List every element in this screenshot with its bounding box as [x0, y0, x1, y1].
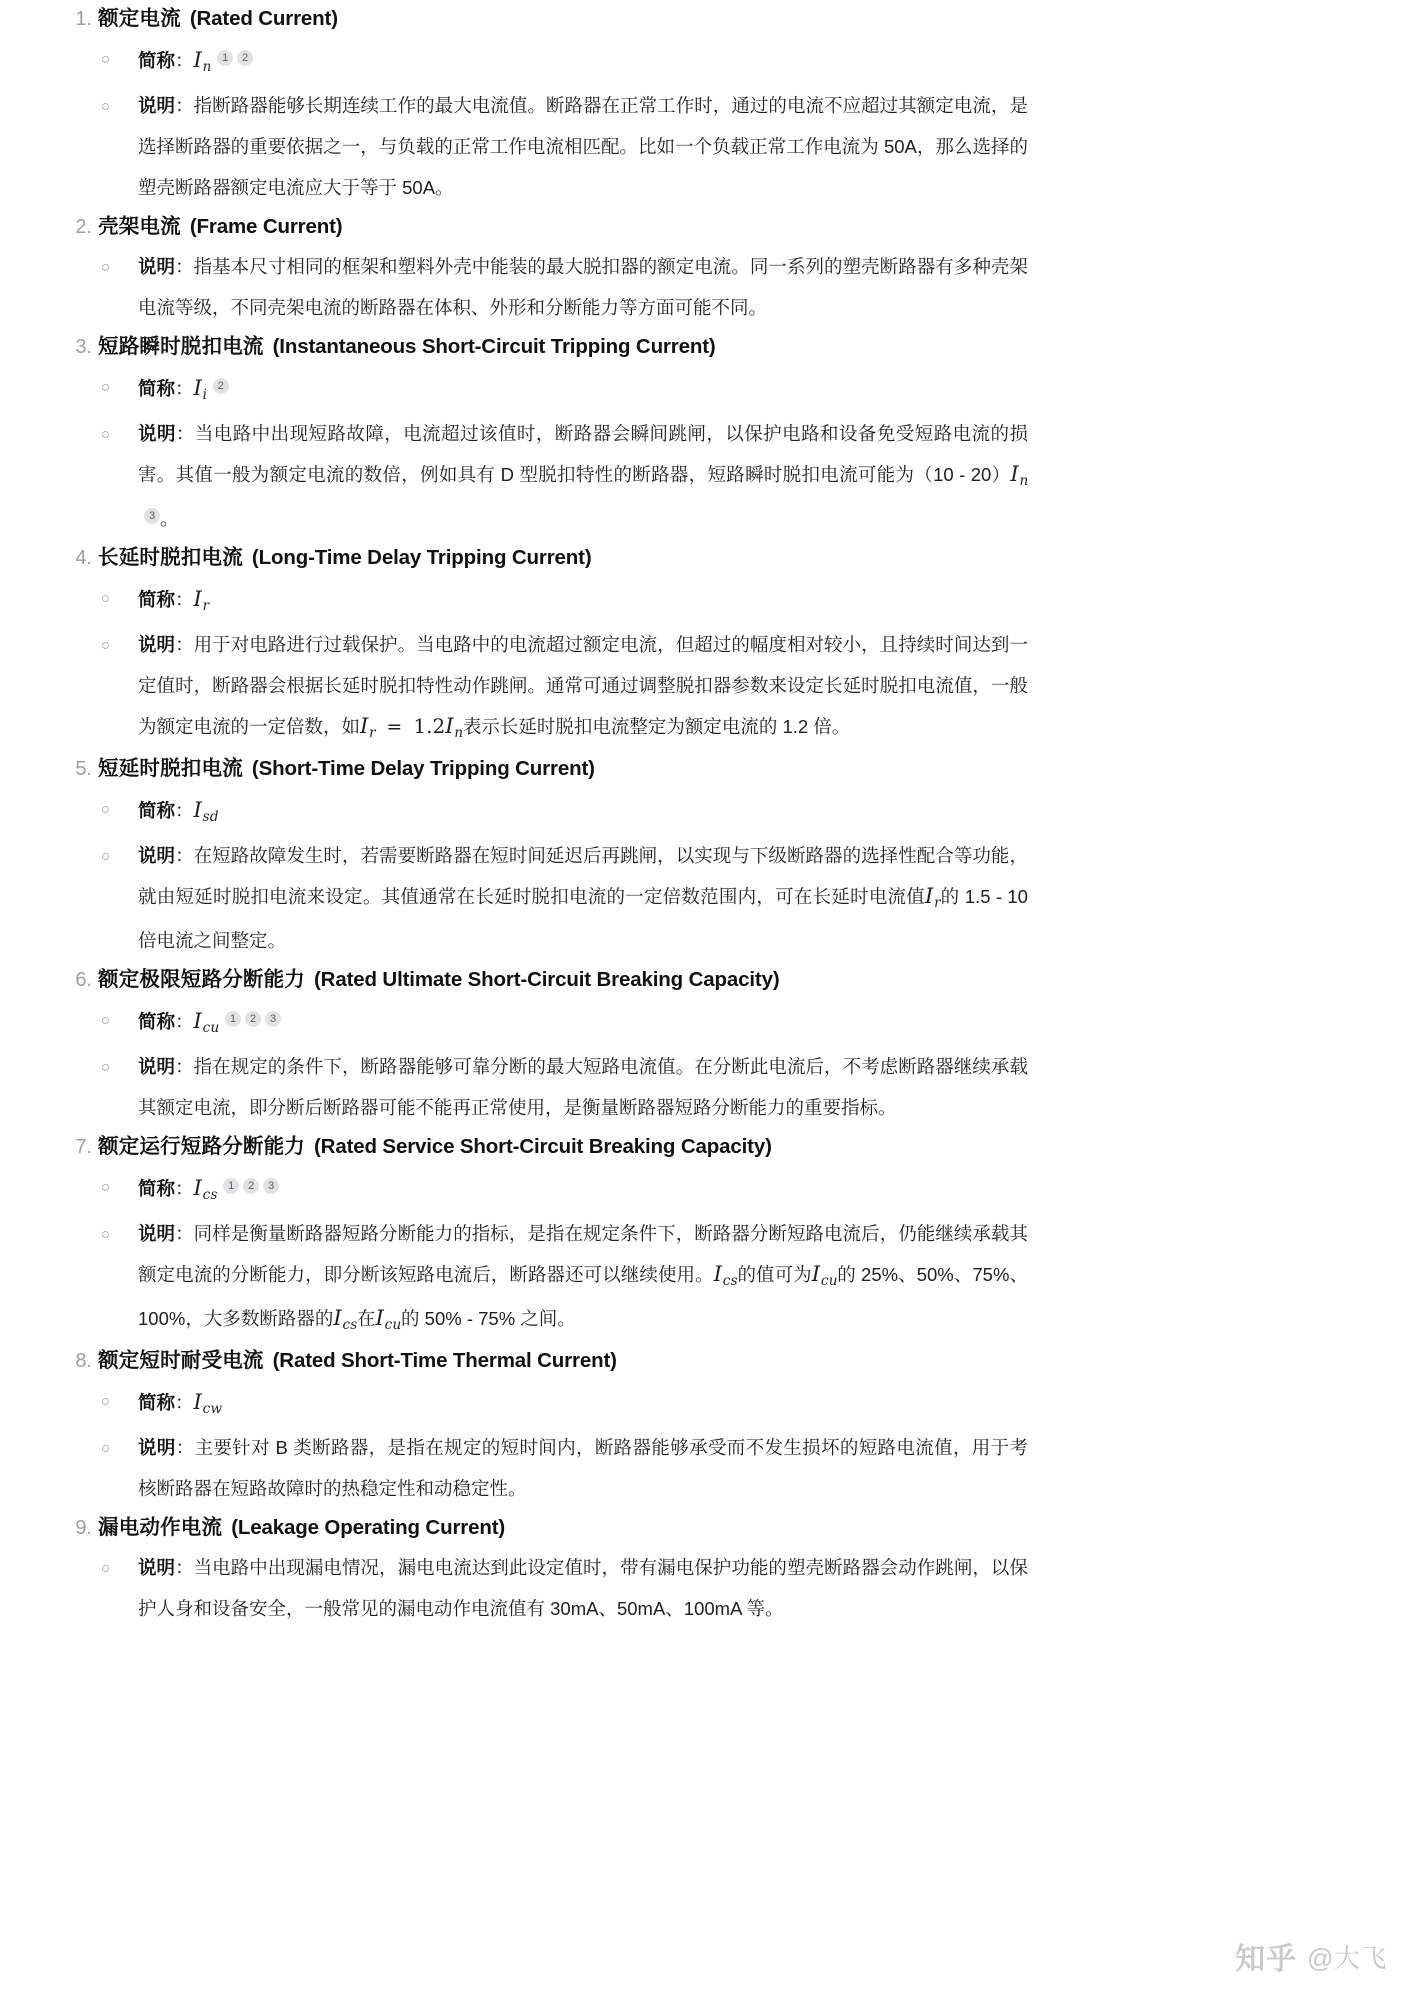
bullet-ring-icon	[102, 1565, 109, 1572]
citation-badge[interactable]: 3	[144, 508, 160, 524]
watermark-username: @大飞	[1307, 1942, 1387, 1973]
citation-badge[interactable]: 2	[245, 1011, 261, 1027]
math-symbol: Ics	[193, 1176, 218, 1203]
abbreviation-text	[138, 1380, 1028, 1427]
colon: ：	[175, 50, 194, 71]
colon: ：	[175, 800, 194, 821]
desc-rich: 用于对电路进行过载保护。当电路中的电流超过额定电流，但超过的幅度相对较小，且持续时间达到一定值时，断路器会根据长延时脱扣特性动作跳闸。通常可通过调整脱扣器参数来设定长延时脱扣电流值，一般为额定电流的一定倍数，如Ir = 1.2In表示长延时脱扣电流整定为额定电流的 1.2 倍。	[138, 634, 1028, 741]
desc-rich: 在短路故障发生时，若需要断路器在短时间延迟后再跳闸，以实现与下级断路器的选择性配合等功能，就由短延时脱扣电流来设定。其值通常在长延时脱扣电流的一定倍数范围内，可在长延时电流值Ir的 1.5 - 10 倍电流之间整定。	[138, 845, 1028, 951]
bullet-ring-icon	[102, 1445, 109, 1452]
desc-label: 说明	[138, 845, 176, 866]
glossary-item	[0, 1509, 1425, 1629]
list-marker: 8.	[75, 1350, 92, 1372]
math-symbol: In	[193, 48, 212, 75]
term-details	[98, 577, 1425, 750]
description-text	[138, 246, 1028, 328]
abbreviation-text	[138, 38, 1028, 85]
term-heading	[98, 539, 1425, 577]
term-name-en: (Leakage Operating Current)	[231, 1516, 506, 1539]
math-symbol: Icu	[811, 1262, 838, 1289]
math-symbol: Icu	[193, 1009, 220, 1036]
description-text	[138, 1547, 1028, 1629]
desc-label: 说明	[138, 1056, 176, 1077]
glossary-item	[0, 0, 1425, 208]
bullet-ring-icon	[102, 431, 109, 438]
glossary-item	[0, 750, 1425, 961]
list-marker: 5.	[75, 758, 92, 780]
term-details	[98, 1166, 1425, 1342]
desc-label: 说明	[138, 634, 176, 655]
term-name-cn: 短路瞬时脱扣电流	[98, 335, 264, 358]
list-marker: 6.	[75, 969, 92, 991]
citation-badge[interactable]: 3	[265, 1011, 281, 1027]
abbr-label: 简称	[138, 589, 176, 610]
glossary-item	[0, 961, 1425, 1128]
list-marker: 1.	[75, 8, 92, 30]
math-symbol: Ics	[713, 1262, 738, 1289]
abbreviation-row	[98, 366, 1425, 413]
description-text	[138, 413, 1028, 539]
term-details	[98, 366, 1425, 539]
citation-badge[interactable]: 3	[263, 1178, 279, 1194]
math-symbol: Isd	[193, 798, 219, 825]
colon: ：	[175, 845, 194, 866]
math-number: 1.2	[413, 714, 446, 738]
description-text	[138, 835, 1028, 961]
bullet-ring-icon	[102, 1064, 109, 1071]
math-symbol: Ir	[360, 714, 376, 741]
colon: ：	[175, 1011, 194, 1032]
term-heading	[98, 1509, 1425, 1547]
abbreviation-text	[138, 1166, 1028, 1213]
term-heading	[98, 750, 1425, 788]
colon: ：	[175, 1557, 194, 1578]
term-details	[98, 1547, 1425, 1629]
colon: ：	[175, 1178, 194, 1199]
citation-badge[interactable]: 2	[243, 1178, 259, 1194]
abbreviation-row	[98, 788, 1425, 835]
term-name-cn: 长延时脱扣电流	[98, 546, 243, 569]
abbreviation-text	[138, 999, 1028, 1046]
math-symbol: In	[445, 714, 464, 741]
description-row	[98, 835, 1425, 961]
abbreviation-text	[138, 788, 1028, 835]
term-heading	[98, 0, 1425, 38]
description-text	[138, 1213, 1028, 1342]
bullet-ring-icon	[102, 264, 109, 271]
term-name-en: (Rated Current)	[189, 7, 338, 30]
abbreviation-row	[98, 999, 1425, 1046]
glossary-item	[0, 1128, 1425, 1342]
term-name-en: (Rated Short-Time Thermal Current)	[272, 1349, 617, 1372]
citation-badge[interactable]: 1	[217, 50, 233, 66]
description-row	[98, 1213, 1425, 1342]
desc-body: 主要针对 B 类断路器，是指在规定的短时间内，断路器能够承受而不发生损坏的短路电流值，用于考核断路器在短路故障时的热稳定性和动稳定性。	[138, 1437, 1028, 1499]
math-symbol: Ics	[333, 1306, 358, 1333]
term-name-cn: 短延时脱扣电流	[98, 757, 243, 780]
abbr-label: 简称	[138, 1011, 176, 1032]
bullet-ring-icon	[102, 595, 109, 602]
desc-body: 指断路器能够长期连续工作的最大电流值。断路器在正常工作时，通过的电流不应超过其额定电流，是选择断路器的重要依据之一，与负载的正常工作电流相匹配。比如一个负载正常工作电流为 50A，那么选择的塑壳断路器额定电流应大于等于 50A。	[138, 95, 1028, 198]
glossary-item	[0, 539, 1425, 750]
desc-body: 指基本尺寸相同的框架和塑料外壳中能装的最大脱扣器的额定电流。同一系列的塑壳断路器有多种壳架电流等级，不同壳架电流的断路器在体积、外形和分断能力等方面可能不同。	[138, 256, 1028, 318]
description-row	[98, 1427, 1425, 1509]
description-row	[98, 1046, 1425, 1128]
term-details	[98, 246, 1425, 328]
colon: ：	[175, 1437, 195, 1458]
list-marker: 9.	[75, 1517, 92, 1539]
math-symbol: Ii	[193, 376, 208, 403]
abbreviation-text	[138, 366, 1028, 413]
term-name-en: (Frame Current)	[189, 215, 343, 238]
citation-badge[interactable]: 2	[237, 50, 253, 66]
abbr-label: 简称	[138, 1392, 176, 1413]
term-heading	[98, 961, 1425, 999]
desc-label: 说明	[138, 423, 176, 444]
bullet-ring-icon	[102, 103, 109, 110]
list-marker: 4.	[75, 547, 92, 569]
desc-label: 说明	[138, 1223, 176, 1244]
colon: ：	[175, 256, 194, 277]
desc-rich: 同样是衡量断路器短路分断能力的指标，是指在规定条件下，断路器分断短路电流后，仍能继续承载其额定电流的分断能力，即分断该短路电流后，断路器还可以继续使用。Ics的值可为Icu的 25%、50%、75%、100%，大多数断路器的Ics在Icu的 50% - 75% 之间。	[138, 1223, 1028, 1333]
colon: ：	[175, 1056, 194, 1077]
term-name-en: (Instantaneous Short-Circuit Tripping Current)	[272, 335, 716, 358]
colon: ：	[175, 1223, 194, 1244]
term-details	[98, 38, 1425, 208]
glossary-item	[0, 328, 1425, 539]
math-symbol: In	[1010, 462, 1029, 489]
bullet-ring-icon	[102, 56, 109, 63]
colon: ：	[175, 634, 194, 655]
desc-body: 指在规定的条件下，断路器能够可靠分断的最大短路电流值。在分断此电流后，不考虑断路器继续承载其额定电流，即分断后断路器可能不能再正常使用，是衡量断路器短路分断能力的重要指标。	[138, 1056, 1028, 1118]
list-marker: 2.	[75, 216, 92, 238]
description-row	[98, 624, 1425, 750]
citation-badge[interactable]: 1	[225, 1011, 241, 1027]
desc-label: 说明	[138, 1437, 176, 1458]
term-name-en: (Rated Service Short-Circuit Breaking Capacity)	[314, 1135, 772, 1158]
term-name-en: (Rated Ultimate Short-Circuit Breaking Capacity)	[314, 968, 780, 991]
bullet-ring-icon	[102, 1231, 109, 1238]
term-details	[98, 999, 1425, 1128]
term-name-cn: 额定短时耐受电流	[98, 1349, 264, 1372]
math-symbol: Icw	[193, 1390, 223, 1417]
abbreviation-row	[98, 1380, 1425, 1427]
desc-label: 说明	[138, 95, 176, 116]
term-details	[98, 788, 1425, 961]
math-symbol: Ir	[193, 587, 210, 614]
abbr-label: 简称	[138, 1178, 176, 1199]
term-name-cn: 额定极限短路分断能力	[98, 968, 305, 991]
description-row	[98, 246, 1425, 328]
term-details	[98, 1380, 1425, 1509]
term-name-cn: 额定运行短路分断能力	[98, 1135, 305, 1158]
math-symbol: Icu	[375, 1306, 402, 1333]
glossary-item	[0, 1342, 1425, 1509]
desc-body: 当电路中出现漏电情况，漏电电流达到此设定值时，带有漏电保护功能的塑壳断路器会动作跳闸，以保护人身和设备安全，一般常见的漏电动作电流值有 30mA、50mA、100mA 等。	[138, 1557, 1028, 1619]
citation-badge[interactable]: 1	[223, 1178, 239, 1194]
term-heading	[98, 1128, 1425, 1166]
list-marker: 3.	[75, 336, 92, 358]
watermark	[1235, 1934, 1387, 1978]
abbr-label: 简称	[138, 50, 176, 71]
bullet-ring-icon	[102, 642, 109, 649]
zhihu-logo: 知乎	[1235, 1943, 1298, 1976]
math-symbol: Ir	[925, 884, 941, 911]
description-text	[138, 1427, 1028, 1509]
abbreviation-row	[98, 577, 1425, 624]
term-name-en: (Long-Time Delay Tripping Current)	[251, 546, 592, 569]
bullet-ring-icon	[102, 1398, 109, 1405]
abbreviation-row	[98, 38, 1425, 85]
description-row	[98, 413, 1425, 539]
term-heading	[98, 208, 1425, 246]
citation-badge[interactable]: 2	[213, 378, 229, 394]
desc-rich: 当电路中出现短路故障，电流超过该值时，断路器会瞬间跳闸，以保护电路和设备免受短路电流的损害。其值一般为额定电流的数倍，例如具有 D 型脱扣特性的断路器，短路瞬时脱扣电流可能为（10 - 20）In3 。	[138, 423, 1029, 529]
bullet-ring-icon	[102, 853, 109, 860]
abbr-label: 简称	[138, 800, 176, 821]
description-row	[98, 85, 1425, 208]
colon: ：	[175, 423, 195, 444]
colon: ：	[175, 378, 194, 399]
description-row	[98, 1547, 1425, 1629]
bullet-ring-icon	[102, 1017, 109, 1024]
bullet-ring-icon	[102, 806, 109, 813]
bullet-ring-icon	[102, 1184, 109, 1191]
abbreviation-text	[138, 577, 1028, 624]
bullet-ring-icon	[102, 384, 109, 391]
term-name-cn: 额定电流	[98, 7, 181, 30]
colon: ：	[175, 589, 194, 610]
math-operator: =	[380, 716, 409, 738]
colon: ：	[175, 1392, 194, 1413]
desc-label: 说明	[138, 256, 176, 277]
abbr-label: 简称	[138, 378, 176, 399]
abbreviation-row	[98, 1166, 1425, 1213]
list-marker: 7.	[75, 1136, 92, 1158]
term-name-cn: 漏电动作电流	[98, 1516, 223, 1539]
term-name-cn: 壳架电流	[98, 215, 181, 238]
description-text	[138, 624, 1028, 750]
description-text	[138, 1046, 1028, 1128]
description-text	[138, 85, 1028, 208]
colon: ：	[175, 95, 194, 116]
glossary-item	[0, 208, 1425, 328]
term-heading	[98, 1342, 1425, 1380]
desc-label: 说明	[138, 1557, 176, 1578]
term-heading	[98, 328, 1425, 366]
term-name-en: (Short-Time Delay Tripping Current)	[251, 757, 595, 780]
